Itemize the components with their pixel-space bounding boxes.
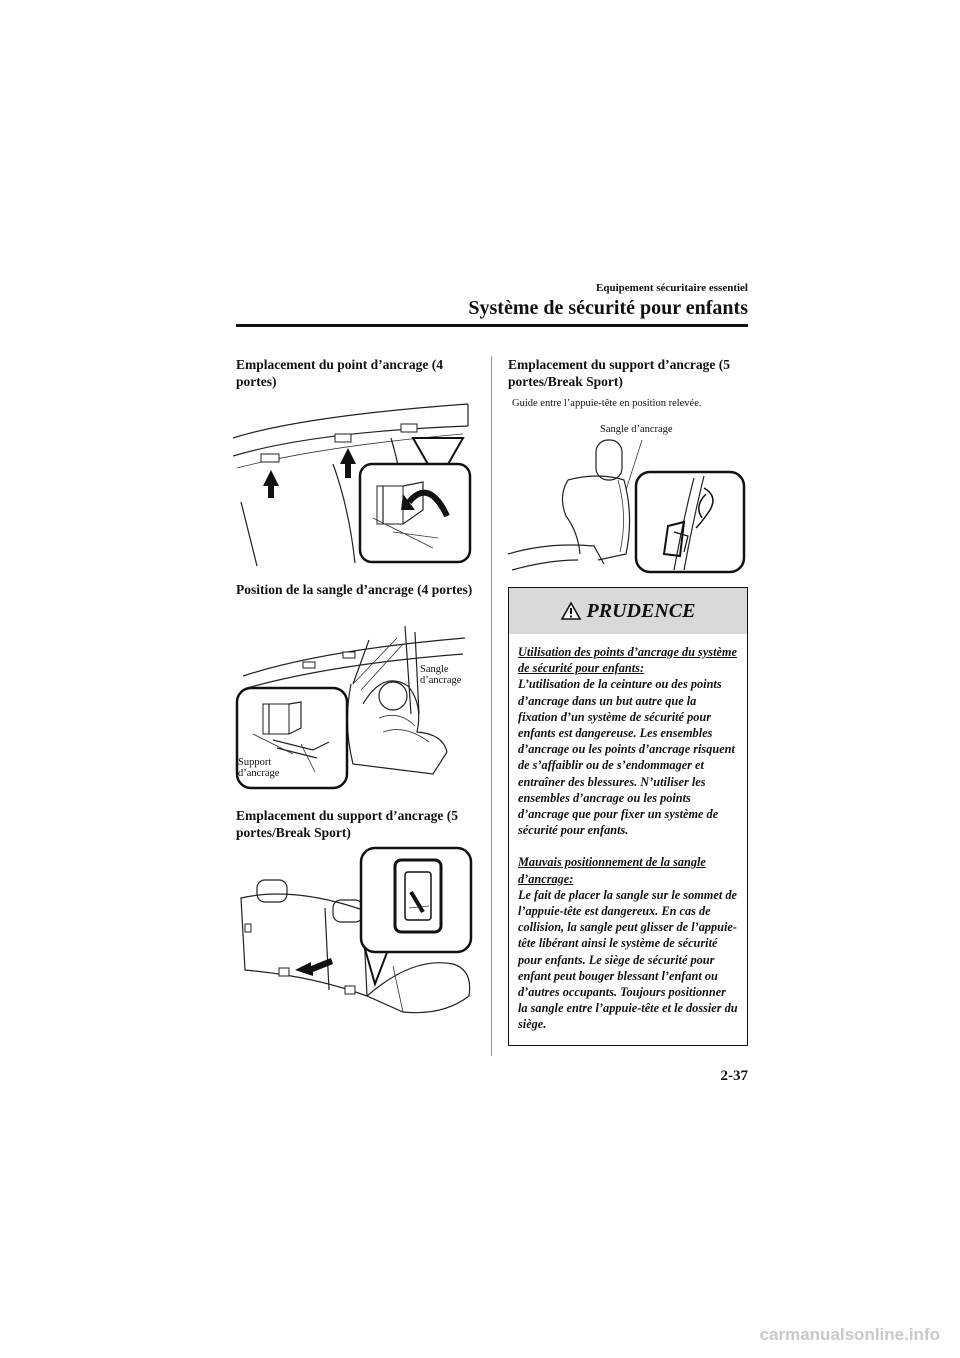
illustration-anchor-support-5door [233,846,473,1018]
label-anchor-strap: Sangle d’ancrage [420,664,462,686]
caution-body [509,634,747,1033]
heading-anchor-support-5door: Emplacement du support d’ancrage (5 portes/Break Sport) [236,808,458,840]
column-divider [491,356,492,1056]
heading-anchor-point-4door: Emplacement du point d’ancrage (4 portes) [236,357,443,389]
page-number: 2-37 [720,1068,748,1084]
header-rule [236,324,748,327]
section-title: Equipement sécuritaire essentiel [596,282,748,294]
page-title: Système de sécurité pour enfants [468,297,748,319]
caution-p2-title: Mauvais positionnement de la sangle d’ancrage: [518,855,706,886]
warning-icon [561,602,581,620]
label-anchor-strap-right: Sangle d’ancrage [600,424,673,435]
illustration-headrest-strap [508,436,748,574]
illustration-anchor-point-4door [233,398,473,568]
caution-title: PRUDENCE [586,599,696,622]
label-anchor-support: Support d’ancrage [238,757,280,779]
caution-p1-title: Utilisation des points d’ancrage du système de sécurité pour enfants: [518,645,737,676]
caption-headrest-guide: Guide entre l’appuie-tête en position relevée. [512,398,702,409]
watermark: carmanualsonline.info [759,1325,940,1344]
caution-header [509,588,747,634]
caution-box [508,587,748,1046]
caution-p2-body: Le fait de placer la sangle sur le sommet de l’appuie-tête est dangereux. En cas de collision, la sangle peut glisser de l’appuie-tête libérant ainsi le système de sécurité pour enfants. Le siège de sécurité pour enfant peut bouger blessant l’enfant ou d’autres occupants. Toujours positionner la sangle entre l’appuie-tête et le dossier du siège. [518,887,738,1032]
heading-anchor-support-5door-right: Emplacement du support d’ancrage (5 portes/Break Sport) [508,357,730,389]
heading-strap-position-4door: Position de la sangle d’ancrage (4 portes) [236,582,473,597]
caution-p1-body: L’utilisation de la ceinture ou des points d’ancrage dans un but autre que la fixation d’un système de sécurité pour enfants est dangereuse. Les ensembles d’ancrage ou les points d’ancrage risquent de s’affaiblir ou de s’endommager et entraîner des blessures. N’utiliser les ensembles d’ancrage ou les points d’ancrage que pour fixer un système de sécurité pour enfants. [518,677,735,838]
